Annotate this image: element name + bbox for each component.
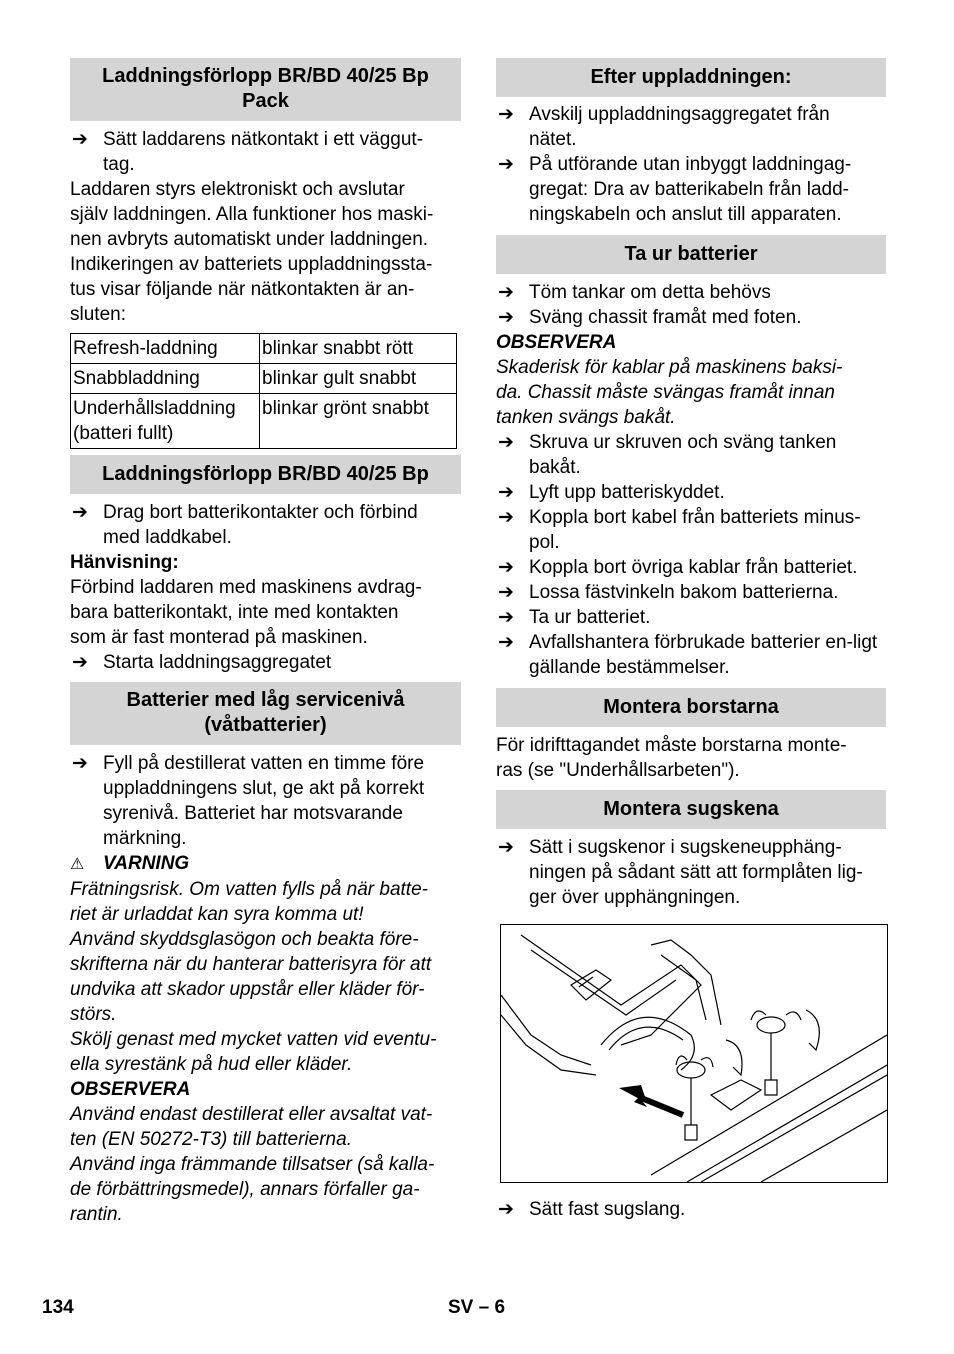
arrow-icon: ➔ (498, 104, 514, 125)
arrow-icon: ➔ (498, 282, 514, 303)
page-number: 134 (42, 1297, 74, 1318)
bullet-item: ➔ Ta ur batteriet. (498, 607, 651, 628)
arrow-icon: ➔ (498, 507, 514, 528)
caution-text: Skaderisk för kablar på maskinens baksi- da. Chassit måste svängas framåt innan tanken svängs bakåt. (496, 357, 843, 428)
table-row: Refresh-laddning blinkar snabbt rött (71, 334, 457, 364)
arrow-icon: ➔ (498, 1199, 514, 1220)
warning-icon: ⚠ (70, 856, 85, 873)
section-heading-charging: Laddningsförlopp BR/BD 40/25 Bp (70, 455, 461, 494)
table-row: Underhållsladdning (batteri fullt) blinkar grönt snabbt (71, 394, 457, 449)
arrow-icon: ➔ (72, 652, 88, 673)
bullet-item: ➔ På utförande utan inbyggt laddningag-gregat: Dra av batterikabeln från ladd-ningskabeln och anslut till apparaten. (498, 154, 852, 225)
bullet-item: ➔ Sätt fast sugslang. (498, 1199, 686, 1220)
arrow-icon: ➔ (498, 837, 514, 858)
arrow-icon: ➔ (498, 557, 514, 578)
page-section-label: SV – 6 (448, 1297, 506, 1318)
bullet-item: ➔ Drag bort batterikontakter och förbind med laddkabel. (72, 502, 418, 548)
squeegee-diagram (501, 925, 887, 1182)
bullet-item: ➔ Koppla bort övriga kablar från batteriet. (498, 557, 858, 578)
bullet-item: ➔ Fyll på destillerat vatten en timme före uppladdningens slut, ge akt på korrekt syrenivå. Batteriet har motsvarande märkning. (72, 753, 425, 849)
left-column (70, 58, 461, 1227)
bullet-item: ➔ Sväng chassit framåt med foten. (498, 307, 802, 328)
right-column (496, 58, 886, 1222)
note-label: Hänvisning: (70, 552, 179, 573)
bullet-item: ➔ Lyft upp batteriskyddet. (498, 482, 725, 503)
caution-text: Använd endast destillerat eller avsaltat vat- ten (EN 50272-T3) till batterierna. Använd inga främmande tillsatser (så kalla- de förbättringsmedel), annars förfaller ga- rantin. (70, 1104, 435, 1225)
bullet-item: ➔ Skruva ur skruven och sväng tanken bakåt. (498, 432, 837, 478)
paragraph-charger-info: Laddaren styrs elektroniskt och avslutar själv laddningen. Alla funktioner hos maski- nen avbryts automatiskt under laddningen. Indikeringen av batteriets uppladdningssta- tus visar följande när nätkontakten är an- sluten: (70, 179, 434, 325)
section-heading-mount-squeegee: Montera sugskena (496, 790, 886, 829)
arrow-icon: ➔ (498, 582, 514, 603)
paragraph-brushes: För idrifttagandet måste borstarna monte- ras (se "Underhållsarbeten"). (496, 735, 847, 781)
note-text: Förbind laddaren med maskinens avdrag- bara batterikontakt, inte med kontakten som är fast monterad på maskinen. (70, 577, 422, 648)
caution-label: OBSERVERA (496, 332, 617, 353)
arrow-icon: ➔ (72, 129, 88, 150)
bullet-item: ➔ Lossa fästvinkeln bakom batterierna. (498, 582, 839, 603)
warning-label: ⚠ VARNING (70, 851, 461, 877)
charging-status-table (70, 333, 457, 449)
bullet-item: ➔ Töm tankar om detta behövs (498, 282, 771, 303)
arrow-icon: ➔ (498, 482, 514, 503)
bullet-item: ➔ Koppla bort kabel från batteriets minus-pol. (498, 507, 861, 553)
bullet-item: ➔ Avskilj uppladdningsaggregatet från nätet. (498, 104, 830, 150)
bullet-item: ➔ Avfallshantera förbrukade batterier en-ligt gällande bestämmelser. (498, 632, 878, 678)
section-heading-remove-batteries: Ta ur batterier (496, 235, 886, 274)
bullet-item: ➔ Starta laddningsaggregatet (72, 652, 332, 673)
section-heading-mount-brushes: Montera borstarna (496, 688, 886, 727)
bullet-item: ➔ Sätt laddarens nätkontakt i ett väggut-tag. (72, 129, 424, 175)
section-heading-charging-pack: Laddningsförlopp BR/BD 40/25 Bp Pack (70, 58, 461, 121)
arrow-icon: ➔ (498, 607, 514, 628)
squeegee-mounting-illustration (500, 924, 888, 1183)
arrow-icon: ➔ (498, 154, 514, 175)
arrow-icon: ➔ (498, 307, 514, 328)
table-row: Snabbladdning blinkar gult snabbt (71, 364, 457, 394)
arrow-icon: ➔ (72, 502, 88, 523)
section-heading-after-charging: Efter uppladdningen: (496, 58, 886, 97)
bullet-item: ➔ Sätt i sugskenor i sugskeneupphäng-ningen på sådant sätt att formplåten lig-ger över upphängningen. (498, 837, 863, 908)
caution-label: OBSERVERA (70, 1079, 191, 1100)
section-heading-wet-batteries: Batterier med låg servicenivå (våtbatterier) (70, 682, 461, 745)
arrow-icon: ➔ (498, 632, 514, 653)
arrow-icon: ➔ (498, 432, 514, 453)
arrow-icon: ➔ (72, 753, 88, 774)
warning-text: Frätningsrisk. Om vatten fylls på när batte- riet är urladdat kan syra komma ut! Använd skyddsglasögon och beakta före- skrifterna när du hanterar batterisyra för att undvika att skador uppstår eller kläder för- störs. Skölj genast med mycket vatten vid eventu- ella syrestänk på hud eller kläder. (70, 879, 437, 1075)
